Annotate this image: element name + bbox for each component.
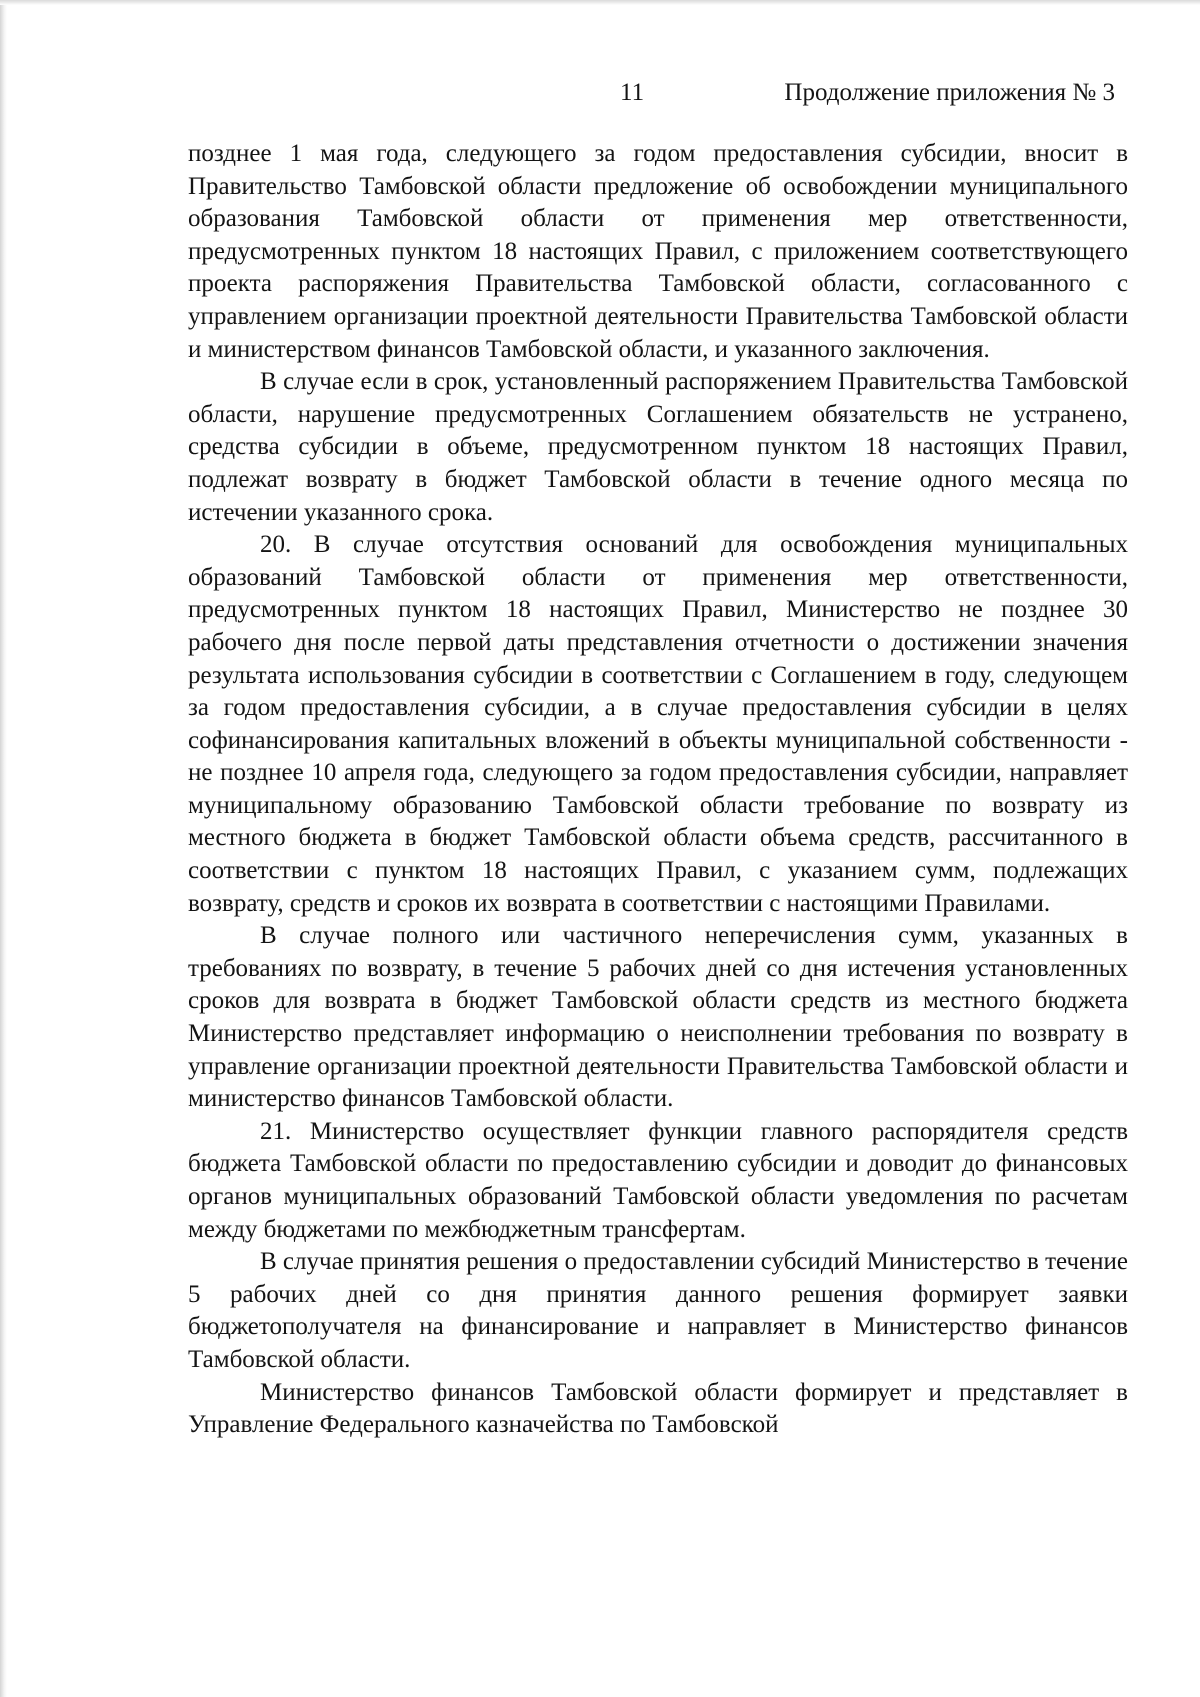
document-body bbox=[188, 138, 1128, 1442]
paragraph-funding-requests: В случае принятия решения о предоставлении субсидий Министерство в течение 5 рабочих дней со дня принятия данного решения формирует заявки бюджетополучателя на финансирование и направляет в Министерство финансов Тамбовской области. bbox=[188, 1248, 1128, 1373]
paragraph-clause-20: 20. В случае отсутствия оснований для освобождения муниципальных образований Тамбовской области от применения мер ответственности, предусмотренных пунктом 18 настоящих Правил, Министерство не позднее 30 рабочего дня после первой даты представления отчетности о достижении значения результата использования субсидии в соответствии с Соглашением в году, следующем за годом предоставления субсидии, а в случае предоставления субсидии в целях софинансирования капитальных вложений в объекты муниципальной собственности - не позднее 10 апреля года, следующего за годом предоставления субсидии, направляет муниципальному образованию Тамбовской области требование по возврату из местного бюджета в бюджет Тамбовской области объема средств, рассчитанного в соответствии с пунктом 18 настоящих Правил, с указанием сумм, подлежащих возврату, средств и сроков их возврата в соответствии с настоящими Правилами. bbox=[188, 531, 1128, 917]
paragraph-clause-21: 21. Министерство осуществляет функции главного распорядителя средств бюджета Тамбовской области по предоставлению субсидии и доводит до финансовых органов муниципальных образований Тамбовской области уведомления по расчетам между бюджетами по межбюджетным трансфертам. bbox=[188, 1117, 1128, 1243]
paragraph-continuation: позднее 1 мая года, следующего за годом предоставления субсидии, вносит в Правительство Тамбовской области предложение об освобождении муниципального образования Тамбовской области от применения мер ответственности, предусмотренных пунктом 18 настоящих Правил, с приложением соответствующего проекта распоряжения Правительства Тамбовской области, согласованного с управлением организации проектной деятельности Правительства Тамбовской области и министерством финансов Тамбовской области, и указанного заключения. bbox=[188, 140, 1128, 363]
page-number: 11 bbox=[620, 79, 645, 106]
appendix-continuation-label: Продолжение приложения № 3 bbox=[784, 79, 1115, 106]
paragraph-finance-ministry: Министерство финансов Тамбовской области формирует и представляет в Управление Федерального казначейства по Тамбовской bbox=[188, 1378, 1128, 1439]
scan-top-shadow bbox=[0, 0, 1200, 5]
scan-edge-shadow bbox=[0, 0, 7, 1697]
paragraph-nonremediation: В случае если в срок, установленный распоряжением Правительства Тамбовской области, нарушение предусмотренных Соглашением обязательств не устранено, средства субсидии в объеме, предусмотренном пунктом 18 настоящих Правил, подлежат возврату в бюджет Тамбовской области в течение одного месяца по истечении указанного срока. bbox=[188, 368, 1128, 526]
paragraph-nonpayment: В случае полного или частичного неперечисления сумм, указанных в требованиях по возврату, в течение 5 рабочих дней со дня истечения установленных сроков для возврата в бюджет Тамбовской области средств из местного бюджета Министерство представляет информацию о неисполнении требования по возврату в управление организации проектной деятельности Правительства Тамбовской области и министерство финансов Тамбовской области. bbox=[188, 922, 1128, 1113]
